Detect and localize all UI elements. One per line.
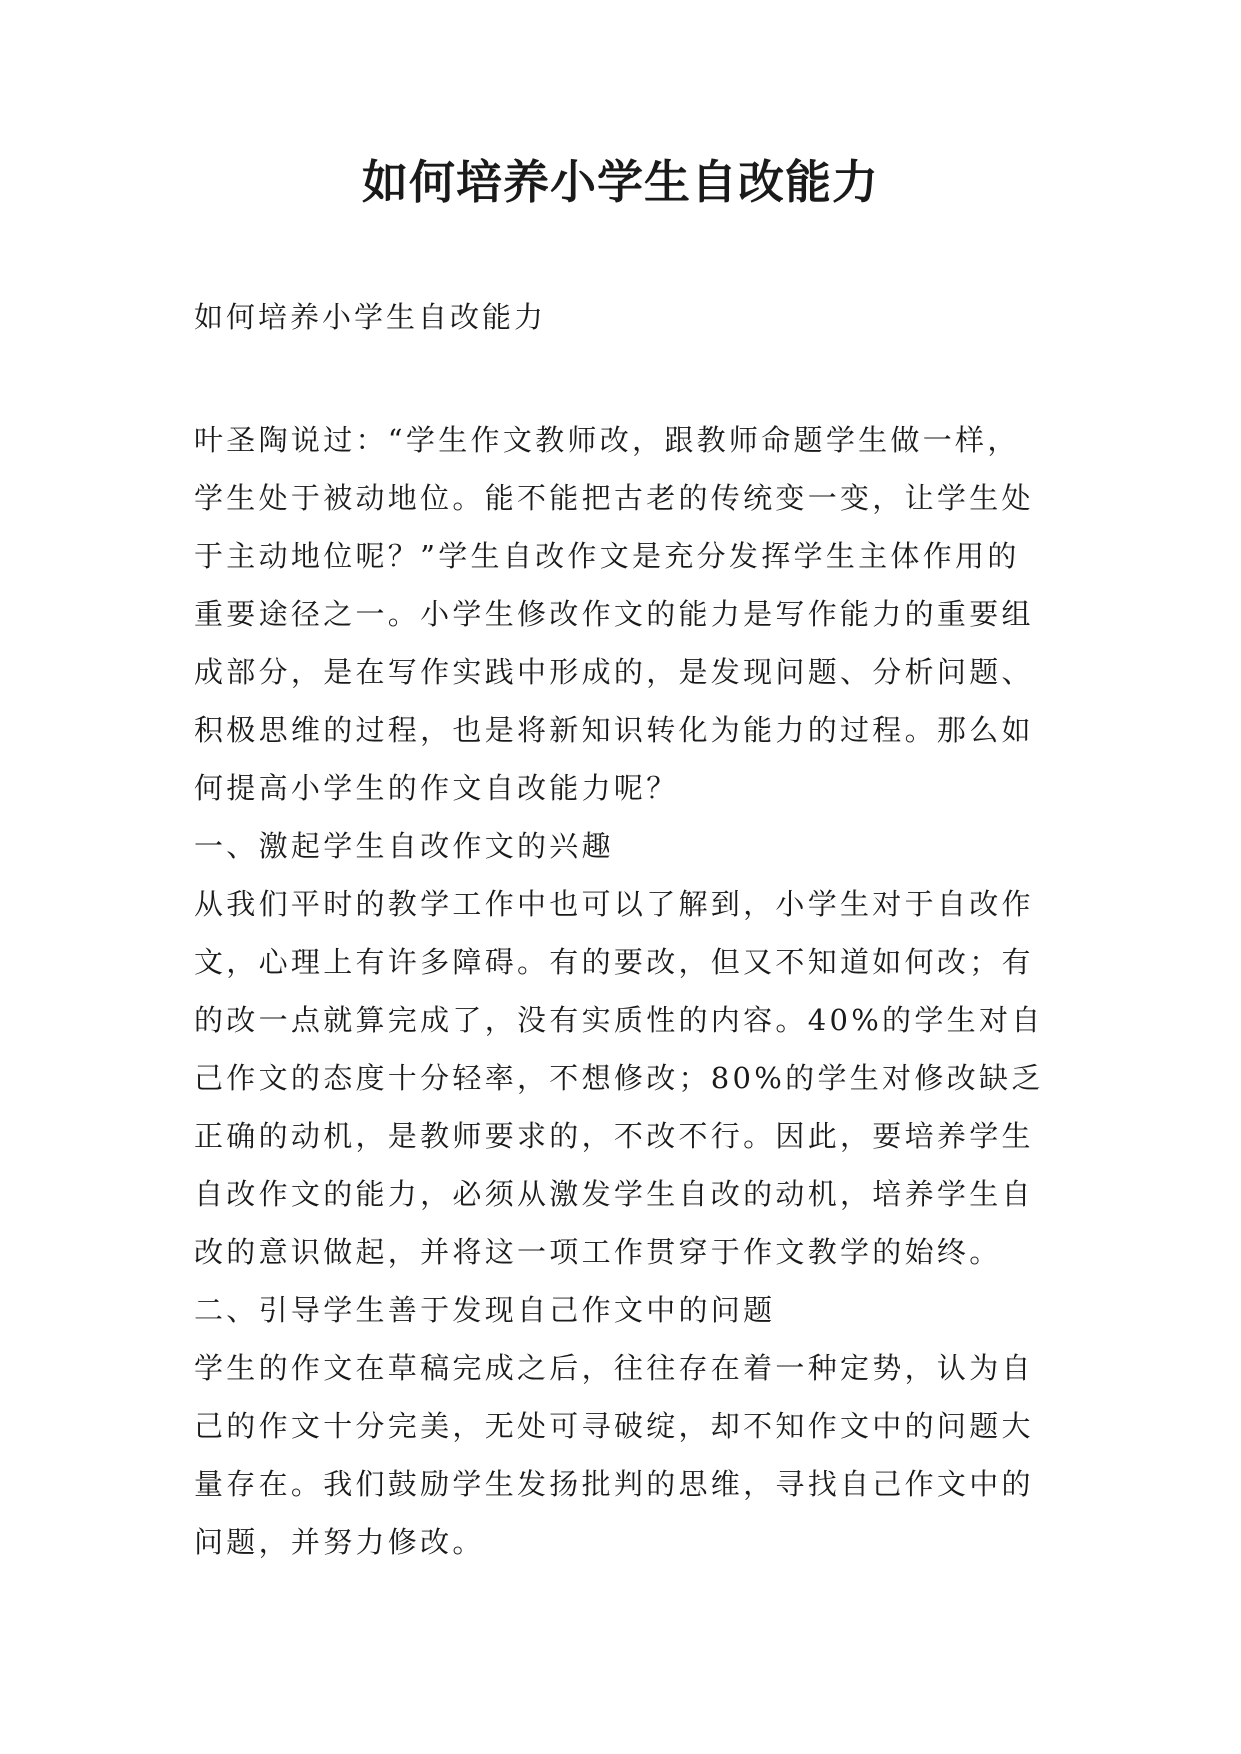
body-line: 叶圣陶说过：“学生作文教师改，跟教师命题学生做一样， xyxy=(194,423,1020,457)
document-body xyxy=(194,411,1074,1571)
body-line: 己作文的态度十分轻率，不想修改；80%的学生对修改缺乏 xyxy=(194,1061,1044,1095)
body-line: 成部分，是在写作实践中形成的，是发现问题、分析问题、 xyxy=(194,655,1034,689)
section-heading: 一、激起学生自改作文的兴趣 xyxy=(194,829,614,863)
body-line: 积极思维的过程，也是将新知识转化为能力的过程。那么如 xyxy=(194,713,1034,747)
body-line: 文，心理上有许多障碍。有的要改，但又不知道如何改；有 xyxy=(194,945,1034,979)
body-line: 学生处于被动地位。能不能把古老的传统变一变，让学生处 xyxy=(194,481,1034,515)
body-line: 重要途径之一。小学生修改作文的能力是写作能力的重要组 xyxy=(194,597,1034,631)
body-line: 从我们平时的教学工作中也可以了解到，小学生对于自改作 xyxy=(194,887,1034,921)
body-line: 自改作文的能力，必须从激发学生自改的动机，培养学生自 xyxy=(194,1177,1034,1211)
body-line: 己的作文十分完美，无处可寻破绽，却不知作文中的问题大 xyxy=(194,1409,1034,1443)
body-line: 问题，并努力修改。 xyxy=(194,1525,485,1559)
body-line: 学生的作文在草稿完成之后，往往存在着一种定势，认为自 xyxy=(194,1351,1034,1385)
body-line: 于主动地位呢？”学生自改作文是充分发挥学生主体作用的 xyxy=(194,539,1020,573)
body-line: 的改一点就算完成了，没有实质性的内容。40%的学生对自 xyxy=(194,1003,1044,1037)
section-heading: 二、引导学生善于发现自己作文中的问题 xyxy=(194,1293,776,1327)
document-subtitle: 如何培养小学生自改能力 xyxy=(194,300,547,334)
body-line: 正确的动机，是教师要求的，不改不行。因此，要培养学生 xyxy=(194,1119,1034,1153)
body-line: 量存在。我们鼓励学生发扬批判的思维，寻找自己作文中的 xyxy=(194,1467,1034,1501)
body-line: 改的意识做起，并将这一项工作贯穿于作文教学的始终。 xyxy=(194,1235,1002,1269)
body-line: 何提高小学生的作文自改能力呢？ xyxy=(194,771,679,805)
document-title: 如何培养小学生自改能力 xyxy=(362,155,879,209)
